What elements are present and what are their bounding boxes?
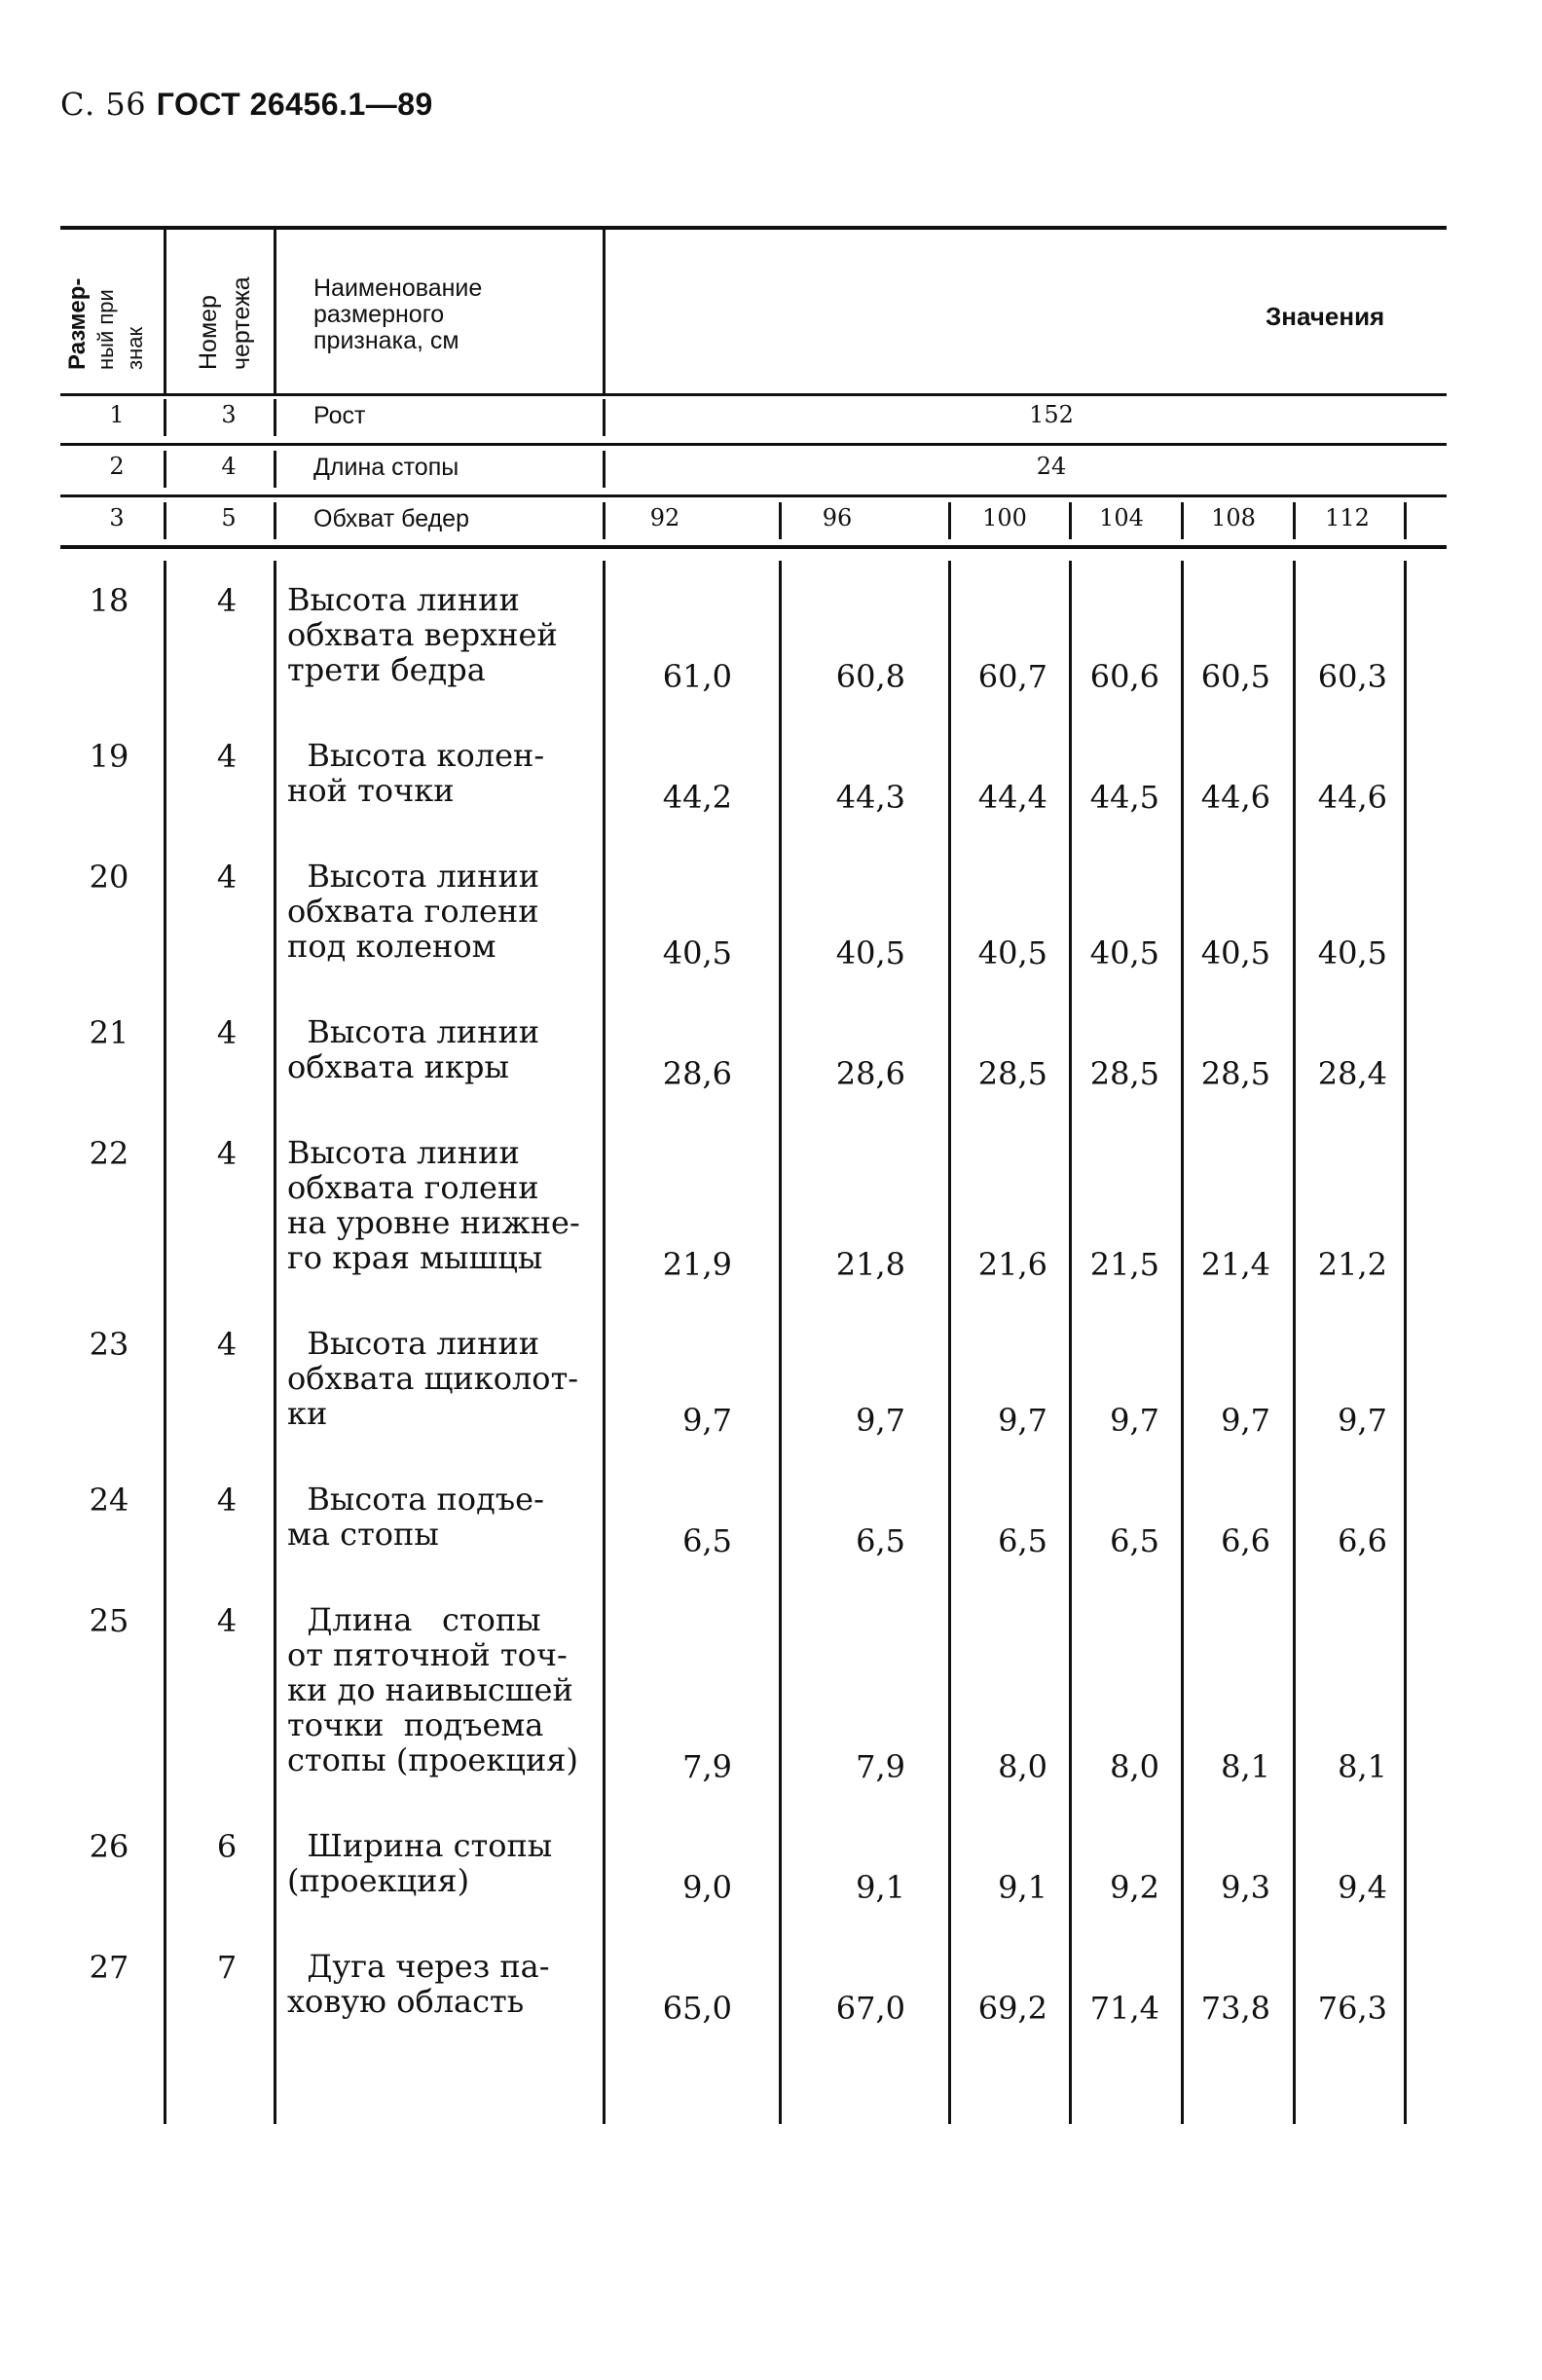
- row-name-line: под коленом: [287, 928, 496, 965]
- header-col3-line: Наименование: [313, 275, 483, 302]
- row-drawing-number: 4: [216, 1135, 238, 1172]
- size-column-label: 96: [822, 504, 853, 531]
- row-value: 9,4: [1338, 1869, 1387, 1906]
- row-name-line: обхвата щиколот-: [287, 1360, 579, 1397]
- row-value: 44,4: [977, 779, 1047, 816]
- row-value: 40,5: [1317, 934, 1387, 971]
- row-number: 22: [89, 1135, 129, 1172]
- row-value: 60,7: [977, 658, 1047, 695]
- row-name-line: ной точки: [287, 772, 455, 809]
- row-number: 26: [89, 1828, 129, 1865]
- header-col2-line: чертежа: [228, 276, 255, 370]
- row-name-line: ки до наивысшей: [287, 1671, 573, 1708]
- row-value: 28,5: [1089, 1055, 1159, 1092]
- row-value: 60,3: [1317, 658, 1387, 695]
- row-value: 40,5: [835, 934, 905, 971]
- row-value: 44,5: [1089, 779, 1159, 816]
- row-value: 28,5: [1200, 1055, 1270, 1092]
- row-value: 21,2: [1317, 1246, 1387, 1283]
- row-name-line: обхвата голени: [287, 1169, 539, 1206]
- row-value: 67,0: [835, 1990, 905, 2027]
- param-tick: [164, 502, 166, 539]
- row-value: 9,1: [998, 1869, 1047, 1906]
- row-number: 23: [89, 1326, 129, 1363]
- row-drawing-number: 4: [216, 738, 238, 775]
- param-tick: [603, 399, 606, 436]
- rule-row1: [60, 443, 1447, 446]
- row-value: 40,5: [1089, 934, 1159, 971]
- row-number: 20: [89, 859, 129, 896]
- param-drawing: 4: [221, 453, 237, 480]
- header-col1-line: Размер-: [64, 277, 91, 370]
- rule-row2: [60, 494, 1447, 497]
- row-value: 9,3: [1221, 1869, 1270, 1906]
- row-name-line: Высота линии: [287, 1013, 540, 1050]
- row-drawing-number: 7: [216, 1949, 238, 1986]
- header-col2-line: Номер: [195, 295, 222, 370]
- row-value: 9,1: [856, 1869, 905, 1906]
- row-name-line: ма стопы: [287, 1516, 439, 1553]
- row-value: 40,5: [662, 934, 732, 971]
- row-drawing-number: 4: [216, 1602, 238, 1639]
- size-column-label: 92: [649, 504, 680, 531]
- row-name-line: ки: [287, 1395, 328, 1432]
- param-tick: [603, 451, 606, 488]
- row-value: 21,5: [1089, 1246, 1159, 1283]
- param-tick: [1404, 502, 1407, 539]
- vrule-h3: [603, 230, 606, 393]
- row-value: 9,2: [1110, 1869, 1159, 1906]
- row-name-line: Ширина стопы: [287, 1827, 553, 1864]
- row-value: 71,4: [1089, 1990, 1159, 2027]
- column-rule: [1404, 561, 1407, 2124]
- row-value: 9,7: [682, 1402, 732, 1439]
- row-name-line: на уровне нижне-: [287, 1204, 580, 1241]
- row-value: 7,9: [682, 1748, 732, 1785]
- row-value: 28,6: [662, 1055, 732, 1092]
- param-tick: [603, 502, 606, 539]
- row-value: 8,1: [1338, 1748, 1387, 1785]
- param-tick: [1069, 502, 1072, 539]
- row-value: 9,7: [856, 1402, 905, 1439]
- row-name-line: трети бедра: [287, 651, 486, 688]
- row-value: 40,5: [1200, 934, 1270, 971]
- row-name-line: Высота линии: [287, 1325, 540, 1362]
- row-value: 65,0: [662, 1990, 732, 2027]
- size-column-label: 112: [1325, 504, 1370, 531]
- vrule-h1: [164, 230, 166, 393]
- param-tick: [1293, 502, 1296, 539]
- rule-header-bottom: [60, 393, 1447, 396]
- row-name-line: точки подъема: [287, 1706, 544, 1743]
- header-col3-line: размерного: [313, 301, 445, 328]
- param-tick: [274, 502, 276, 539]
- row-value: 6,5: [682, 1522, 732, 1559]
- header-col1-line: знак: [123, 326, 147, 370]
- row-value: 8,0: [998, 1748, 1047, 1785]
- size-column-label: 100: [982, 504, 1027, 531]
- row-drawing-number: 4: [216, 1014, 238, 1051]
- row-value: 7,9: [856, 1748, 905, 1785]
- param-name: Обхват бедер: [313, 505, 469, 532]
- row-drawing-number: 4: [216, 1326, 238, 1363]
- row-value: 61,0: [662, 658, 732, 695]
- row-value: 6,6: [1221, 1522, 1270, 1559]
- param-num: 2: [109, 453, 125, 480]
- row-value: 28,4: [1317, 1055, 1387, 1092]
- param-num: 1: [109, 401, 125, 428]
- column-rule: [164, 561, 166, 2124]
- header-col-name: [313, 275, 482, 354]
- row-number: 21: [89, 1014, 129, 1051]
- row-value: 6,5: [1110, 1522, 1159, 1559]
- row-value: 6,5: [998, 1522, 1047, 1559]
- page-number: С. 56: [60, 86, 147, 123]
- param-value: 24: [1036, 453, 1067, 480]
- row-value: 9,7: [1221, 1402, 1270, 1439]
- param-drawing: 5: [221, 504, 237, 531]
- row-name-line: стопы (проекция): [287, 1741, 578, 1778]
- row-value: 44,6: [1200, 779, 1270, 816]
- row-drawing-number: 6: [216, 1828, 238, 1865]
- row-name-line: Длина стопы: [287, 1601, 541, 1638]
- header-col3-line: признака, см: [313, 327, 459, 354]
- row-value: 60,6: [1089, 658, 1159, 695]
- row-value: 28,6: [835, 1055, 905, 1092]
- row-drawing-number: 4: [216, 1482, 238, 1519]
- row-value: 76,3: [1317, 1990, 1387, 2027]
- param-name: Рост: [313, 402, 366, 429]
- row-number: 25: [89, 1602, 129, 1639]
- row-drawing-number: 4: [216, 859, 238, 896]
- row-name-line: Высота линии: [287, 858, 540, 895]
- row-value: 60,5: [1200, 658, 1270, 695]
- row-value: 21,6: [977, 1246, 1047, 1283]
- column-rule: [274, 561, 276, 2124]
- row-number: 27: [89, 1949, 129, 1986]
- row-value: 44,6: [1317, 779, 1387, 816]
- header-col1-line: ный при: [93, 289, 118, 370]
- row-value: 44,3: [835, 779, 905, 816]
- row-value: 28,5: [977, 1055, 1047, 1092]
- param-tick: [274, 399, 276, 436]
- row-value: 9,7: [998, 1402, 1047, 1439]
- row-value: 69,2: [977, 1990, 1047, 2027]
- row-value: 8,1: [1221, 1748, 1270, 1785]
- row-name-line: го края мышцы: [287, 1239, 543, 1276]
- size-column-label: 104: [1099, 504, 1144, 531]
- row-value: 21,9: [662, 1246, 732, 1283]
- param-tick: [948, 502, 951, 539]
- row-value: 9,7: [1110, 1402, 1159, 1439]
- row-value: 21,4: [1200, 1246, 1270, 1283]
- row-value: 60,8: [835, 658, 905, 695]
- row-value: 73,8: [1200, 1990, 1270, 2027]
- param-name: Длина стопы: [313, 454, 459, 481]
- column-rule: [779, 561, 782, 2124]
- row-value: 9,7: [1338, 1402, 1387, 1439]
- row-name-line: обхвата икры: [287, 1048, 509, 1085]
- row-name-line: от пяточной точ-: [287, 1636, 568, 1673]
- row-name-line: Высота подъе-: [287, 1481, 544, 1518]
- row-value: 6,5: [856, 1522, 905, 1559]
- row-name-line: (проекция): [287, 1862, 470, 1899]
- page-header: [60, 86, 433, 123]
- row-name-line: Дуга через па-: [287, 1948, 550, 1985]
- vrule-h2: [274, 230, 276, 393]
- row-number: 24: [89, 1482, 129, 1519]
- rule-row3: [60, 545, 1447, 549]
- param-tick: [164, 399, 166, 436]
- row-value: 40,5: [977, 934, 1047, 971]
- row-value: 9,0: [682, 1869, 732, 1906]
- row-name-line: обхвата голени: [287, 893, 539, 930]
- param-tick: [274, 451, 276, 488]
- row-value: 44,2: [662, 779, 732, 816]
- row-value: 8,0: [1110, 1748, 1159, 1785]
- rule-top: [60, 226, 1447, 230]
- row-value: 21,8: [835, 1246, 905, 1283]
- row-name-line: Высота колен-: [287, 737, 545, 774]
- row-drawing-number: 4: [216, 582, 238, 619]
- row-name-line: Высота линии: [287, 581, 520, 618]
- row-name-line: Высота линии: [287, 1134, 520, 1171]
- row-name-line: ховую область: [287, 1983, 525, 2020]
- row-name-line: обхвата верхней: [287, 616, 558, 653]
- param-value: 152: [1029, 401, 1074, 428]
- param-tick: [164, 451, 166, 488]
- header-values-title: Значения: [1266, 302, 1385, 331]
- param-num: 3: [109, 504, 125, 531]
- size-column-label: 108: [1211, 504, 1256, 531]
- row-number: 19: [89, 738, 129, 775]
- document-code: ГОСТ 26456.1—89: [156, 87, 433, 122]
- column-rule: [603, 561, 606, 2124]
- row-number: 18: [89, 582, 129, 619]
- param-tick: [779, 502, 782, 539]
- param-tick: [1181, 502, 1184, 539]
- row-value: 6,6: [1338, 1522, 1387, 1559]
- param-drawing: 3: [221, 401, 237, 428]
